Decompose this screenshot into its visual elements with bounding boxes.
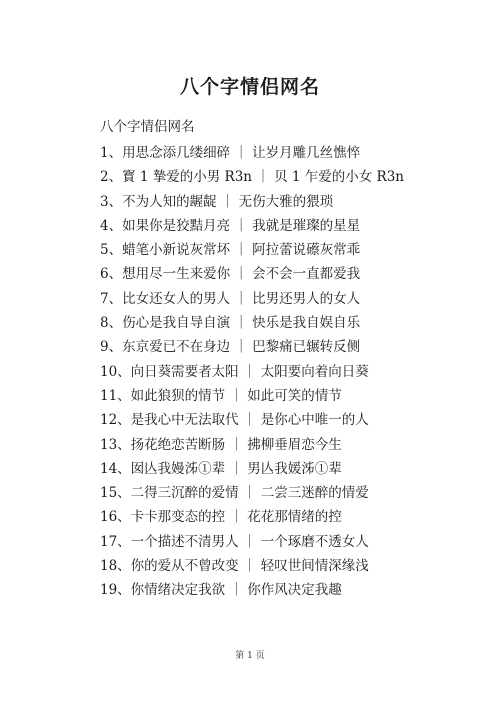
- list-item: 5、蜡笔小新说灰常坏 ｜ 阿拉蕾说礤灰常乖: [100, 242, 361, 259]
- list-item: 9、东京爱已不在身边 ｜ 巴黎痛已辗转反侧: [100, 339, 361, 356]
- list-item: 18、你的爱从不曾改变 ｜ 轻叹世间情深缘浅: [100, 558, 369, 575]
- list-item: 10、向日葵需要者太阳 ｜ 太阳要向着向日葵: [100, 363, 369, 380]
- list-item: 1、用思念添几缕细碎 ｜ 让岁月雕几丝憔悴: [100, 145, 361, 161]
- list-item: 4、如果你是狡黠月亮 ｜ 我就是璀璨的星星: [100, 217, 361, 234]
- list-item: 2、寳 1 摯爱的小男 R3n ｜ 贝 1 乍爱的小女 R3n: [100, 169, 404, 186]
- list-item: 11、如此狼狈的情节 ｜ 如此可笑的情节: [100, 387, 342, 404]
- list-item: 13、扬花绝恋苦断肠 ｜ 拂柳垂眉恋今生: [100, 436, 342, 453]
- section-heading: 八个字情侣网名: [100, 119, 195, 135]
- list-item: 17、一个描述不清男人 ｜ 一个琢磨不透女人: [100, 533, 369, 550]
- list-item: 7、比女还女人的男人 ｜ 比男还男人的女人: [100, 290, 361, 307]
- list-item: 12、是我心中无法取代 ｜ 是你心中唯一的人: [100, 412, 369, 429]
- name-list: [100, 141, 404, 603]
- list-item: 16、卡卡那变态的控 ｜ 花花那情绪的控: [100, 509, 342, 526]
- list-item: 19、你情绪决定我欲 ｜ 你作风决定我趣: [100, 582, 342, 599]
- page-number: 第 1 页: [235, 651, 265, 661]
- list-item: 15、二得三沉醉的爱情 ｜ 二尝三迷醉的情爱: [100, 485, 369, 502]
- page-title: 八个字情侣网名: [179, 76, 320, 98]
- list-item: 14、囡亾我嫚泲①辈 ｜ 男亾我媛泲①辈: [100, 460, 342, 477]
- list-item: 6、想用尽一生来爱你 ｜ 会不会一直都爱我: [100, 266, 361, 283]
- list-item: 3、不为人知的龌龊 ｜ 无伤大雅的猥琐: [100, 193, 334, 210]
- list-item: 8、伤心是我自导自演 ｜ 快乐是我自娱自乐: [100, 315, 361, 332]
